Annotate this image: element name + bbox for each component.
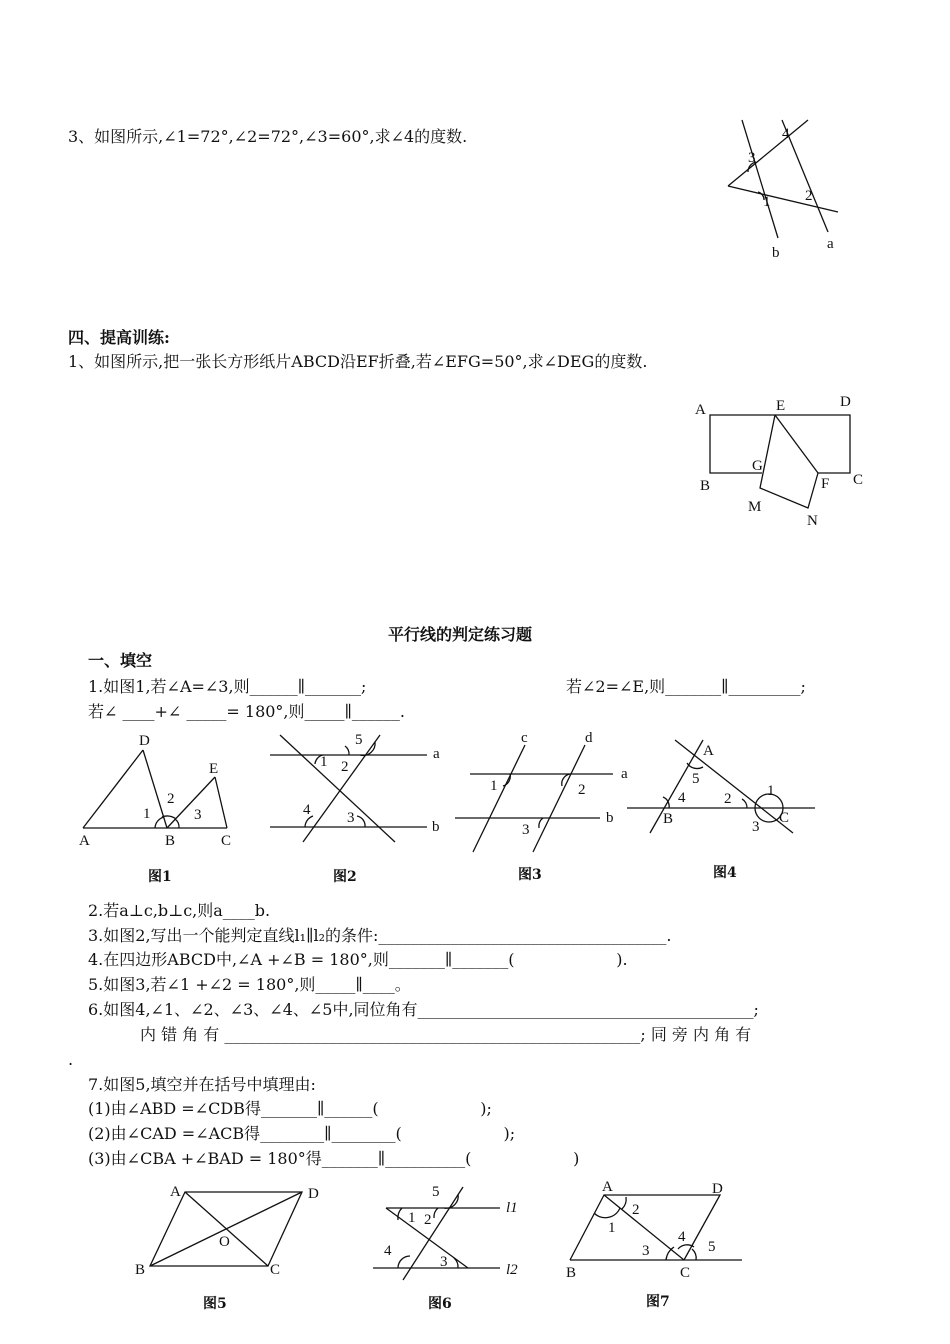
question-6-line-2: 内 错 角 有 ____________________________________________________; 同 旁 内 角 有 — [140, 1025, 752, 1044]
section-heading-fill: 一、填空 — [88, 651, 153, 670]
f4-label-2: 2 — [724, 791, 732, 807]
f7-label-1: 1 — [608, 1220, 616, 1236]
figure-6 — [368, 1182, 538, 1282]
f2-label-2: 2 — [341, 759, 349, 775]
question-4: 4.在四边形ABCD中,∠A +∠B = 180°,则_______∥_______( ). — [88, 950, 628, 969]
f2-label-3: 3 — [347, 810, 355, 826]
caption-fig1: 图1 — [148, 869, 172, 885]
f4-label-3: 3 — [752, 819, 760, 835]
figure-intersecting-lines — [720, 120, 850, 265]
figure-5 — [130, 1180, 330, 1280]
f4-label-4: 4 — [678, 790, 686, 806]
f2-label-4: 4 — [303, 802, 311, 818]
f4-label-A: A — [703, 743, 714, 759]
f6-label-4: 4 — [384, 1243, 392, 1259]
f7-label-A: A — [602, 1179, 613, 1195]
question-3-text: 3、如图所示,∠1=72°,∠2=72°,∠3=60°,求∠4的度数. — [68, 127, 468, 146]
fig-top-label-3: 3 — [748, 150, 756, 166]
fold-label-B: B — [700, 478, 711, 494]
f3-label-b: b — [606, 810, 614, 826]
f4-label-5: 5 — [692, 771, 700, 787]
f3-label-a: a — [621, 766, 628, 782]
f6-label-1: 1 — [408, 1210, 416, 1226]
f7-label-C: C — [680, 1265, 691, 1281]
fig-top-label-a: a — [827, 236, 834, 252]
caption-fig3: 图3 — [518, 867, 542, 883]
question-1-line-1: 1.如图1,若∠A=∠3,则______∥_______; — [88, 677, 367, 696]
question-5: 5.如图3,若∠1 +∠2 = 180°,则_____∥____。 — [88, 975, 411, 994]
fig-top-label-b: b — [772, 245, 780, 261]
f2-label-b: b — [432, 819, 440, 835]
question-6-line-1: 6.如图4,∠1、∠2、∠3、∠4、∠5中,同位角有__________________________________________; — [88, 1000, 759, 1019]
f4-label-B: B — [663, 811, 674, 827]
question-7-3: (3)由∠CBA +∠BAD = 180°得_______∥__________( ) — [88, 1149, 580, 1168]
fold-label-D: D — [840, 394, 851, 410]
f7-label-4: 4 — [678, 1229, 686, 1245]
f3-label-c: c — [521, 730, 528, 746]
f6-label-l2: l2 — [506, 1262, 518, 1278]
caption-fig6: 图6 — [428, 1296, 452, 1312]
fold-label-F: F — [821, 476, 830, 492]
f5-label-D: D — [308, 1186, 319, 1202]
figure-2 — [265, 730, 455, 845]
f7-label-5: 5 — [708, 1239, 716, 1255]
f1-label-C: C — [221, 833, 232, 849]
f1-label-E: E — [209, 761, 219, 777]
question-1-line-2: 若∠ ____+∠ _____= 180°,则_____∥______. — [88, 702, 405, 721]
f5-label-A: A — [170, 1184, 181, 1200]
question-6-line-3: . — [68, 1050, 74, 1069]
f7-label-B: B — [566, 1265, 577, 1281]
f2-label-5: 5 — [355, 732, 363, 748]
question-2: 2.若a⊥c,b⊥c,则a____b. — [88, 901, 271, 920]
f1-label-3: 3 — [194, 807, 202, 823]
f5-label-O: O — [219, 1234, 230, 1250]
figure-1 — [75, 735, 245, 855]
f6-label-5: 5 — [432, 1184, 440, 1200]
f3-label-d: d — [585, 730, 593, 746]
f6-label-3: 3 — [440, 1254, 448, 1270]
fig-top-label-4: 4 — [782, 126, 790, 142]
f3-label-2: 2 — [578, 782, 586, 798]
f2-label-1: 1 — [320, 754, 328, 770]
section-heading-advanced: 四、提高训练: — [68, 328, 170, 347]
figure-4 — [625, 735, 820, 840]
f5-label-C: C — [270, 1262, 281, 1278]
question-7-1: (1)由∠ABD =∠CDB得_______∥______( ); — [88, 1099, 492, 1118]
question-3: 3.如图2,写出一个能判定直线l₁∥l₂的条件:____________________________________. — [88, 926, 672, 945]
f1-label-A: A — [79, 833, 90, 849]
caption-fig2: 图2 — [333, 869, 357, 885]
question-7: 7.如图5,填空并在括号中填理由: — [88, 1075, 316, 1094]
fold-label-C: C — [853, 472, 864, 488]
f7-label-D: D — [712, 1181, 723, 1197]
f5-label-B: B — [135, 1262, 146, 1278]
f1-label-D: D — [139, 733, 150, 749]
f6-label-2: 2 — [424, 1212, 432, 1228]
caption-fig7: 图7 — [646, 1294, 670, 1310]
f7-label-2: 2 — [632, 1202, 640, 1218]
f1-label-2: 2 — [167, 791, 175, 807]
f3-label-1: 1 — [490, 778, 498, 794]
f7-label-3: 3 — [642, 1243, 650, 1259]
figure-folded-rectangle — [690, 390, 880, 535]
fig-top-label-2: 2 — [805, 188, 813, 204]
f6-label-l1: l1 — [506, 1200, 518, 1216]
fold-label-A: A — [695, 402, 706, 418]
question-fold-text: 1、如图所示,把一张长方形纸片ABCD沿EF折叠,若∠EFG=50°,求∠DEG的度数. — [68, 352, 648, 371]
f4-label-1: 1 — [767, 783, 775, 799]
fig-top-label-1: 1 — [763, 194, 771, 210]
fold-label-N: N — [807, 513, 818, 529]
f2-label-a: a — [433, 746, 440, 762]
f1-label-1: 1 — [143, 806, 151, 822]
f4-label-C: C — [779, 810, 790, 826]
figure-3 — [455, 730, 645, 855]
caption-fig4: 图4 — [713, 865, 737, 881]
f1-label-B: B — [165, 833, 176, 849]
fold-label-E: E — [776, 398, 786, 414]
fold-label-M: M — [748, 499, 762, 515]
caption-fig5: 图5 — [203, 1296, 227, 1312]
page-title: 平行线的判定练习题 — [388, 625, 533, 644]
fold-label-G: G — [752, 458, 763, 474]
question-1-line-1b: 若∠2=∠E,则_______∥_________; — [566, 677, 806, 696]
f3-label-3: 3 — [522, 822, 530, 838]
figure-7 — [562, 1175, 752, 1280]
question-7-2: (2)由∠CAD =∠ACB得________∥________( ); — [88, 1124, 516, 1143]
